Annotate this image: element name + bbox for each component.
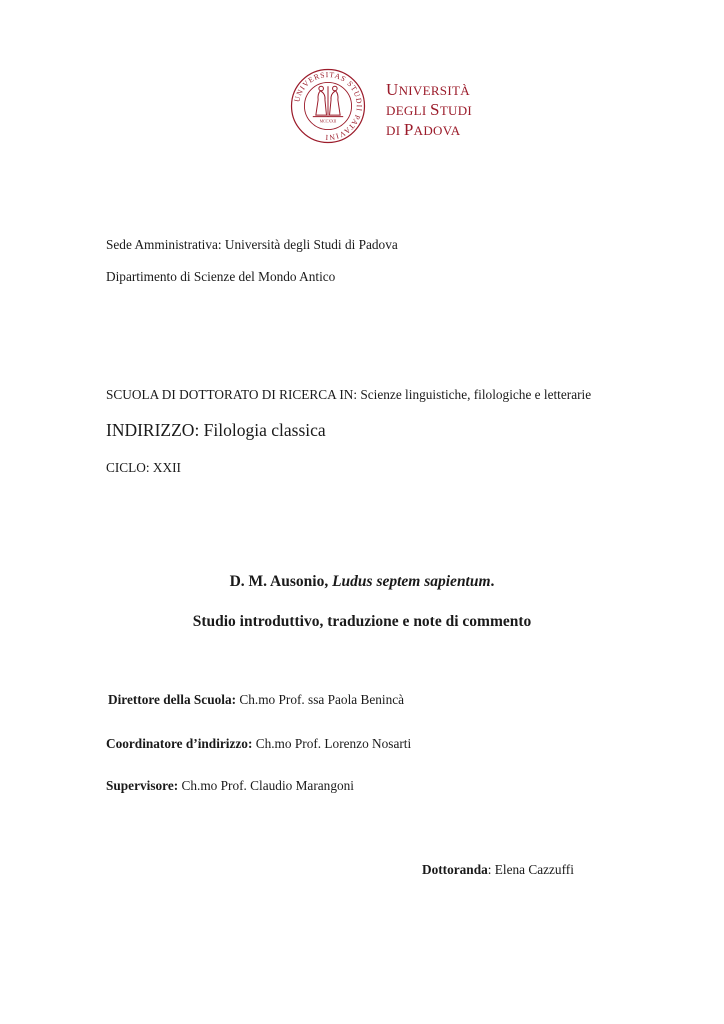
dottoranda-line: Dottoranda: Elena Cazzuffi (422, 862, 574, 877)
seal-date: MCCXXII (319, 119, 337, 124)
university-name-logo (386, 80, 472, 140)
thesis-subtitle: Studio introduttivo, traduzione e note di commento (192, 613, 532, 630)
direttore-line: Direttore della Scuola: Ch.mo Prof. ssa Paola Benincà (108, 692, 405, 707)
ciclo: CICLO: XXII (106, 460, 181, 475)
uni-line-1: UNIVERSITÀ (386, 80, 470, 99)
coordinatore-line: Coordinatore d’indirizzo: Ch.mo Prof. Lorenzo Nosarti (106, 736, 412, 751)
dipartimento: Dipartimento di Scienze del Mondo Antico (106, 269, 336, 284)
sede-amministrativa: Sede Amministrativa: Università degli Studi di Padova (106, 237, 398, 252)
seal-ring-text: UNIVERSITAS STUDII PATAVINI (292, 70, 364, 143)
indirizzo: INDIRIZZO: Filologia classica (106, 420, 326, 440)
supervisore-line: Supervisore: Ch.mo Prof. Claudio Marangoni (106, 778, 354, 793)
thesis-title: D. M. Ausonio, Ludus septem sapientum. (229, 573, 495, 590)
uni-line-3: DI PADOVA (386, 120, 461, 139)
uni-line-2: DEGLI STUDI (386, 100, 473, 119)
university-seal-logo (290, 68, 366, 144)
scuola-dottorato: SCUOLA DI DOTTORATO DI RICERCA IN: Scienze linguistiche, filologiche e letterarie (106, 387, 592, 402)
